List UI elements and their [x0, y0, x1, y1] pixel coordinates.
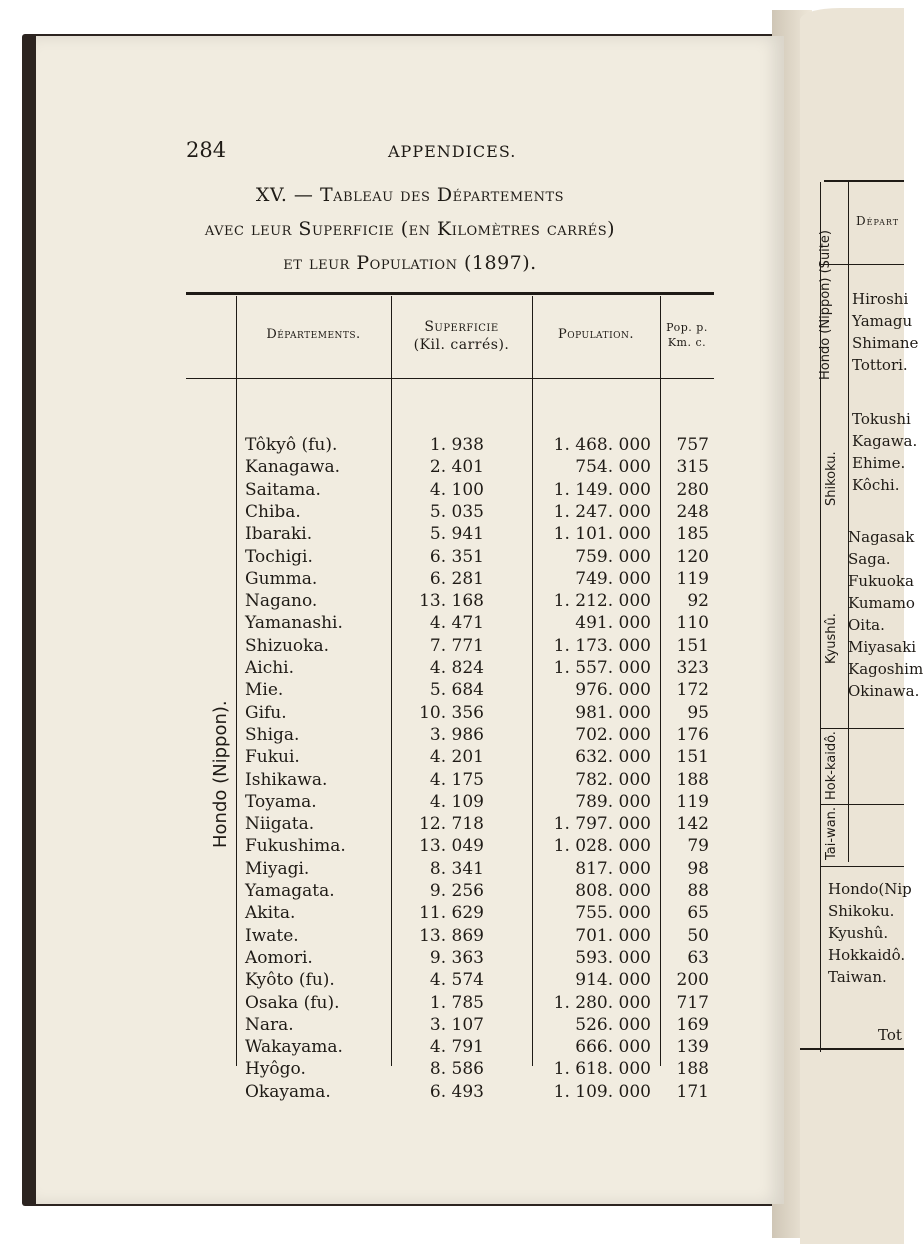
- population-cell: 666. 000: [575, 1037, 651, 1058]
- density-cell: 757: [676, 435, 709, 455]
- population-cell: 702. 000: [575, 724, 651, 745]
- facing-total: Tot: [878, 1026, 902, 1044]
- facing-bottom-rule: [800, 1048, 904, 1050]
- area-cell: 11. 629: [419, 903, 484, 924]
- area-cell: 10. 356: [419, 702, 484, 723]
- area-cell: 4. 201: [429, 747, 484, 768]
- header-density-line-1: Pop. p.: [666, 321, 708, 334]
- department-name: Wakayama.: [245, 1037, 343, 1058]
- department-name: Nara.: [245, 1014, 294, 1035]
- facing-summary-item: Kyushû.: [828, 924, 889, 942]
- density-cell: 717: [676, 992, 709, 1013]
- density-cell: 119: [676, 791, 709, 812]
- population-cell: 701. 000: [575, 925, 651, 946]
- area-cell: 1. 785: [429, 992, 484, 1013]
- facing-group-label-shikoku: Shikoku.: [824, 451, 839, 506]
- column-divider-2: [391, 296, 392, 1066]
- facing-item: Kôchi.: [852, 476, 900, 494]
- department-name: Toyama.: [245, 791, 317, 812]
- column-divider-1: [236, 296, 237, 1066]
- department-name: Tochigi.: [245, 546, 313, 567]
- region-label: Hondo (Nippon).: [210, 700, 231, 848]
- area-cell: 4. 175: [429, 769, 484, 790]
- table-title-line-3: et leur Population (1897).: [283, 252, 537, 274]
- facing-item: Oita.: [848, 616, 885, 634]
- population-cell: 1. 028. 000: [553, 836, 651, 857]
- facing-group-items: [852, 288, 918, 376]
- header-superficie: [391, 318, 532, 354]
- facing-header: Départ: [856, 214, 900, 228]
- facing-group-label-kyushu: Kyushû.: [824, 613, 839, 664]
- area-cell: 6. 281: [429, 568, 484, 589]
- header-departements: Départements.: [266, 327, 361, 342]
- density-cell: 98: [687, 858, 709, 879]
- department-name: Kanagawa.: [245, 457, 341, 478]
- facing-item: Saga.: [848, 550, 891, 568]
- population-cell: 749. 000: [575, 568, 651, 589]
- facing-group-items: [848, 526, 923, 702]
- area-cell: 3. 107: [429, 1014, 484, 1035]
- header-superficie-line-2: (Kil. carrés).: [413, 337, 510, 353]
- density-cell: 248: [676, 501, 709, 522]
- department-name: Ishikawa.: [245, 769, 328, 790]
- department-name: Iwate.: [245, 925, 299, 946]
- department-name: Hyôgo.: [245, 1059, 306, 1080]
- population-cell: 1. 618. 000: [553, 1059, 651, 1080]
- facing-group-label-taiwan: Tai-wan.: [824, 806, 839, 860]
- population-cell: 491. 000: [575, 613, 651, 634]
- facing-item: Ehime.: [852, 454, 906, 472]
- department-name: Aichi.: [245, 658, 295, 678]
- population-cell: 1. 149. 000: [553, 479, 651, 500]
- density-cell: 200: [676, 970, 709, 991]
- density-cell: 120: [676, 546, 709, 567]
- population-cell: 1. 101. 000: [553, 524, 651, 545]
- department-name: Saitama.: [245, 479, 321, 500]
- area-cell: 6. 493: [429, 1081, 484, 1102]
- area-cell: 1. 938: [429, 435, 484, 455]
- area-cell: 4. 471: [429, 613, 484, 634]
- population-cell: 789. 000: [575, 791, 651, 812]
- population-cell: 759. 000: [575, 546, 651, 567]
- area-cell: 4. 100: [429, 479, 484, 500]
- area-cell: 4. 791: [429, 1037, 484, 1058]
- department-name: Yamagata.: [245, 881, 335, 901]
- department-name: Ibaraki.: [245, 524, 313, 545]
- area-cell: 3. 986: [429, 724, 484, 745]
- population-cell: 817. 000: [575, 858, 651, 879]
- area-cell: 12. 718: [419, 814, 484, 835]
- department-name: Akita.: [245, 903, 296, 924]
- density-cell: 188: [676, 1059, 709, 1080]
- facing-group-rule: [820, 728, 904, 729]
- header-population: Population.: [557, 327, 635, 342]
- facing-group-label-hokkaido: Hok-kaidô.: [824, 731, 839, 800]
- table-title-line-2: avec leur Superficie (en Kilomètres carrés): [204, 218, 616, 240]
- table-top-rule: [186, 292, 714, 295]
- density-cell: 65: [687, 903, 709, 924]
- header-density: [660, 320, 714, 350]
- density-cell: 119: [676, 568, 709, 589]
- department-name: Shiga.: [245, 724, 300, 745]
- density-cell: 139: [676, 1037, 709, 1058]
- area-cell: 4. 109: [429, 791, 484, 812]
- area-cell: 13. 168: [419, 591, 484, 612]
- density-cell: 95: [687, 702, 709, 723]
- department-name: Aomori.: [245, 947, 313, 968]
- population-cell: 1. 797. 000: [553, 814, 651, 835]
- population-cell: 526. 000: [575, 1014, 651, 1035]
- population-cell: 1. 280. 000: [553, 992, 651, 1013]
- density-cell: 169: [676, 1014, 709, 1035]
- area-cell: 6. 351: [429, 546, 484, 567]
- area-cell: 4. 574: [429, 970, 484, 991]
- population-cell: 632. 000: [575, 747, 651, 768]
- department-name: Fukushima.: [245, 836, 346, 857]
- facing-item: Kagawa.: [852, 432, 918, 450]
- facing-item: Nagasak: [848, 528, 915, 546]
- facing-top-rule: [824, 180, 904, 182]
- density-cell: 142: [676, 814, 709, 835]
- running-head: APPENDICES.: [388, 142, 517, 161]
- population-cell: 981. 000: [575, 702, 651, 723]
- population-cell: 1. 109. 000: [553, 1081, 651, 1102]
- facing-summary-item: Hondo(Nip: [828, 880, 912, 898]
- facing-group-rule: [820, 866, 904, 867]
- area-cell: 8. 586: [429, 1059, 484, 1080]
- facing-item: Tokushi: [852, 410, 911, 428]
- department-name: Osaka (fu).: [245, 992, 340, 1013]
- density-cell: 176: [676, 724, 709, 745]
- density-cell: 88: [687, 881, 709, 901]
- column-divider-4: [660, 296, 661, 1066]
- facing-page: [800, 8, 923, 1244]
- department-name: Niigata.: [245, 814, 315, 835]
- density-cell: 172: [676, 680, 709, 701]
- population-cell: 782. 000: [575, 769, 651, 790]
- density-cell: 151: [676, 747, 709, 768]
- facing-group-rule: [820, 804, 904, 805]
- density-cell: 50: [687, 925, 709, 946]
- population-cell: 593. 000: [575, 947, 651, 968]
- facing-item: Shimane: [852, 334, 919, 352]
- density-cell: 171: [676, 1081, 709, 1102]
- density-cell: 188: [676, 769, 709, 790]
- table-header-rule: [186, 378, 714, 379]
- area-cell: 13. 049: [419, 836, 484, 857]
- facing-item: Okinawa.: [848, 682, 920, 700]
- facing-group-label-hondo: Hondo (Nippon) (Suite): [818, 230, 833, 380]
- area-cell: 13. 869: [419, 925, 484, 946]
- department-name: Miyagi.: [245, 858, 310, 879]
- population-cell: 754. 000: [575, 457, 651, 478]
- column-divider-3: [532, 296, 533, 1066]
- department-name: Mie.: [245, 680, 284, 701]
- facing-summary: [828, 878, 912, 988]
- density-cell: 63: [687, 947, 709, 968]
- department-name: Gumma.: [245, 568, 318, 589]
- facing-divider-2: [848, 182, 849, 862]
- facing-item: Tottori.: [852, 356, 908, 374]
- department-name: Shizuoka.: [245, 635, 330, 656]
- area-cell: 8. 341: [429, 858, 484, 879]
- population-cell: 914. 000: [575, 970, 651, 991]
- density-cell: 315: [676, 457, 709, 478]
- area-cell: 2. 401: [429, 457, 484, 478]
- area-cell: 5. 035: [429, 501, 484, 522]
- density-cell: 110: [676, 613, 709, 634]
- facing-summary-item: Shikoku.: [828, 902, 895, 920]
- department-name: Nagano.: [245, 591, 318, 612]
- table-title-line-1: XV. — Tableau des Départements: [255, 184, 565, 206]
- facing-item: Fukuoka: [848, 572, 914, 590]
- facing-item: Kumamo: [848, 594, 915, 612]
- department-name: Okayama.: [245, 1081, 331, 1102]
- population-cell: 1. 212. 000: [553, 591, 651, 612]
- density-cell: 79: [687, 836, 709, 857]
- department-name: Chiba.: [245, 501, 301, 522]
- facing-summary-item: Hokkaidô.: [828, 946, 906, 964]
- page-number: 284: [186, 138, 227, 162]
- department-name: Fukui.: [245, 747, 300, 768]
- area-cell: 4. 824: [429, 658, 484, 678]
- area-cell: 5. 684: [429, 680, 484, 701]
- population-cell: 1. 247. 000: [553, 501, 651, 522]
- department-name: Gifu.: [245, 702, 287, 723]
- population-cell: 755. 000: [575, 903, 651, 924]
- facing-item: Hiroshi: [852, 290, 909, 308]
- population-cell: 976. 000: [575, 680, 651, 701]
- density-cell: 280: [676, 479, 709, 500]
- left-page: [36, 36, 784, 1204]
- facing-item: Miyasaki: [848, 638, 917, 656]
- density-cell: 185: [676, 524, 709, 545]
- population-cell: 1. 468. 000: [553, 435, 651, 455]
- area-cell: 9. 256: [429, 881, 484, 901]
- density-cell: 92: [687, 591, 709, 612]
- facing-item: Kagoshim: [848, 660, 923, 678]
- area-cell: 5. 941: [429, 524, 484, 545]
- facing-summary-item: Taiwan.: [828, 968, 887, 986]
- density-cell: 151: [676, 635, 709, 656]
- area-cell: 7. 771: [429, 635, 484, 656]
- department-name: Yamanashi.: [245, 613, 343, 634]
- department-name: Kyôto (fu).: [245, 970, 335, 991]
- population-cell: 808. 000: [575, 881, 651, 901]
- header-density-line-2: Km. c.: [667, 336, 707, 349]
- department-name: Tôkyô (fu).: [245, 435, 338, 455]
- population-cell: 1. 173. 000: [553, 635, 651, 656]
- area-cell: 9. 363: [429, 947, 484, 968]
- header-superficie-line-1: Superficie: [424, 319, 499, 335]
- density-cell: 323: [676, 658, 709, 678]
- facing-item: Yamagu: [852, 312, 913, 330]
- facing-group-items: [852, 408, 917, 496]
- population-cell: 1. 557. 000: [553, 658, 651, 678]
